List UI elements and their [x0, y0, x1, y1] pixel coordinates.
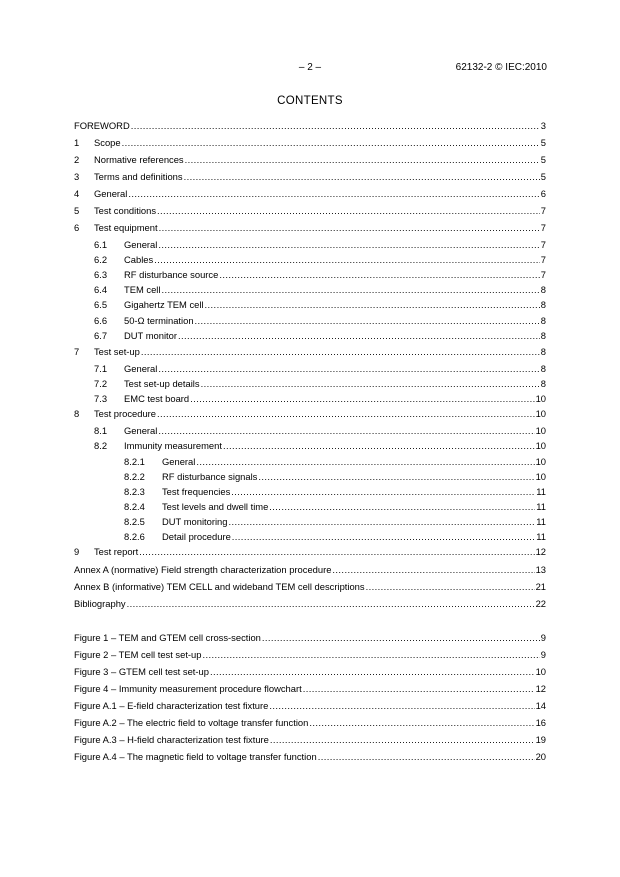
toc-entry-number: 6 [74, 222, 80, 233]
toc-entry-page: 11 [536, 516, 546, 527]
toc-entry-page: 10 [535, 425, 546, 436]
toc-entry-title: Figure A.2 – The electric field to voltage transfer function [74, 717, 309, 728]
toc-entry-page: 8 [540, 378, 546, 389]
toc-entry-number: 7.3 [94, 393, 108, 404]
figure-list-entry[interactable] [74, 649, 546, 661]
toc-entry-title: RF disturbance signals [162, 471, 258, 482]
toc-entry-title: FOREWORD [74, 120, 130, 131]
toc-entry[interactable] [124, 471, 546, 483]
toc-leader-dots [158, 363, 539, 375]
toc-entry-title: Cables [124, 254, 154, 265]
toc-entry[interactable] [74, 408, 546, 420]
toc-entry-number: 6.2 [94, 254, 108, 265]
toc-entry[interactable] [124, 531, 546, 543]
toc-entry-page: 22 [535, 598, 546, 609]
toc-leader-dots [303, 683, 535, 695]
toc-entry[interactable] [94, 299, 546, 311]
toc-entry-number: 8.2.6 [124, 531, 145, 542]
toc-entry-number: 6.7 [94, 330, 108, 341]
toc-leader-dots [128, 188, 539, 200]
figure-list-entry[interactable] [74, 632, 546, 644]
toc-leader-dots [201, 378, 540, 390]
toc-entry[interactable] [74, 598, 546, 610]
toc-leader-dots [262, 632, 540, 644]
toc-entry-number: 8.2 [94, 440, 108, 451]
toc-entry[interactable] [94, 284, 546, 296]
toc-leader-dots [269, 501, 535, 513]
toc-entry[interactable] [94, 254, 546, 266]
toc-leader-dots [161, 284, 539, 296]
toc-entry-number: 6.6 [94, 315, 108, 326]
toc-entry[interactable] [74, 137, 546, 149]
toc-entry-page: 7 [540, 239, 546, 250]
toc-entry-title: DUT monitoring [162, 516, 228, 527]
toc-leader-dots [231, 486, 535, 498]
toc-entry-number: 6.1 [94, 239, 108, 250]
toc-entry-number: 8.2.5 [124, 516, 145, 527]
toc-entry-title: Test frequencies [162, 486, 231, 497]
toc-entry-title: Figure A.1 – E-field characterization test fixture [74, 700, 269, 711]
toc-entry-title: Figure A.3 – H-field characterization test fixture [74, 734, 269, 745]
toc-entry-page: 16 [535, 717, 546, 728]
toc-entry-page: 5 [540, 154, 546, 165]
toc-entry-page: 8 [540, 299, 546, 310]
toc-entry-number: 8 [74, 408, 80, 419]
toc-leader-dots [159, 222, 540, 234]
toc-entry-number: 6.3 [94, 269, 108, 280]
toc-entry-page: 10 [535, 440, 546, 451]
toc-entry-title: RF disturbance source [124, 269, 219, 280]
toc-entry-title: Test set-up details [124, 378, 200, 389]
figure-list-entry[interactable] [74, 683, 546, 695]
toc-entry-page: 3 [540, 120, 546, 131]
toc-entry[interactable] [74, 546, 546, 558]
toc-entry-page: 8 [540, 346, 546, 357]
toc-entry-number: 8.2.2 [124, 471, 145, 482]
toc-entry[interactable] [74, 346, 546, 358]
toc-leader-dots [210, 666, 535, 678]
toc-leader-dots [139, 546, 534, 558]
toc-entry-title: General [124, 363, 158, 374]
toc-entry-number: 4 [74, 188, 80, 199]
toc-entry[interactable] [94, 378, 546, 390]
contents-title: CONTENTS [277, 95, 343, 107]
toc-entry-title: Test conditions [94, 205, 157, 216]
toc-entry-page: 8 [540, 363, 546, 374]
toc-entry-title: Test set-up [94, 346, 140, 357]
toc-entry-number: 6.4 [94, 284, 108, 295]
toc-entry-title: Test equipment [94, 222, 158, 233]
toc-entry-title: Annex A (normative) Field strength characterization procedure [74, 564, 332, 575]
figure-list-entry[interactable] [74, 734, 546, 746]
toc-entry-title: Annex B (informative) TEM CELL and wideband TEM cell descriptions [74, 581, 365, 592]
figure-list-entry[interactable] [74, 751, 546, 763]
toc-entry-page: 8 [540, 330, 546, 341]
toc-entry-number: 7.1 [94, 363, 108, 374]
figure-list-entry[interactable] [74, 666, 546, 678]
toc-leader-dots [131, 120, 540, 132]
toc-entry[interactable] [74, 171, 546, 183]
toc-entry-page: 12 [535, 683, 546, 694]
toc-entry[interactable] [74, 154, 546, 166]
toc-entry[interactable] [74, 222, 546, 234]
toc-entry-title: General [124, 239, 158, 250]
toc-entry-page: 9 [540, 632, 546, 643]
toc-leader-dots [141, 346, 540, 358]
toc-entry-title: Immunity measurement [124, 440, 222, 451]
toc-entry-page: 10 [535, 393, 546, 404]
toc-entry-number: 8.2.4 [124, 501, 145, 512]
toc-entry-title: DUT monitor [124, 330, 177, 341]
toc-entry-title: Gigahertz TEM cell [124, 299, 204, 310]
toc-leader-dots [223, 440, 535, 452]
toc-entry-title: General [94, 188, 128, 199]
toc-entry[interactable] [124, 456, 546, 468]
toc-entry-page: 7 [540, 269, 546, 280]
toc-entry-number: 7.2 [94, 378, 108, 389]
toc-entry-title: Scope [94, 137, 121, 148]
toc-entry-page: 12 [535, 546, 546, 557]
figure-list-entry[interactable] [74, 717, 546, 729]
toc-leader-dots [195, 315, 540, 327]
toc-entry-number: 7 [74, 346, 80, 357]
toc-entry[interactable] [124, 501, 546, 513]
toc-leader-dots [158, 239, 539, 251]
toc-entry-title: Figure A.4 – The magnetic field to voltage transfer function [74, 751, 317, 762]
figure-list-entry[interactable] [74, 700, 546, 712]
toc-entry[interactable] [94, 393, 546, 405]
toc-entry-page: 9 [540, 649, 546, 660]
toc-leader-dots [202, 649, 539, 661]
toc-leader-dots [185, 154, 540, 166]
toc-entry-page: 7 [540, 222, 546, 233]
toc-entry-title: Test report [94, 546, 139, 557]
toc-entry-page: 11 [536, 501, 546, 512]
toc-entry[interactable] [94, 269, 546, 281]
toc-leader-dots [157, 408, 535, 420]
toc-entry-page: 21 [535, 581, 546, 592]
toc-leader-dots [184, 171, 540, 183]
toc-leader-dots [270, 734, 535, 746]
toc-entry-title: 50-Ω termination [124, 315, 194, 326]
toc-leader-dots [219, 269, 539, 281]
toc-entry-title: Terms and definitions [94, 171, 183, 182]
toc-entry-title: Detail procedure [162, 531, 231, 542]
standard-reference: 62132-2 © IEC:2010 [455, 62, 547, 73]
toc-entry-page: 7 [540, 205, 546, 216]
toc-entry[interactable] [124, 486, 546, 498]
toc-entry-title: TEM cell [124, 284, 161, 295]
toc-entry[interactable] [94, 239, 546, 251]
toc-leader-dots [157, 205, 540, 217]
toc-entry-title: Test procedure [94, 408, 157, 419]
toc-leader-dots [232, 531, 535, 543]
toc-entry-page: 7 [540, 254, 546, 265]
toc-entry[interactable] [74, 188, 546, 200]
toc-entry-title: Bibliography [74, 598, 126, 609]
toc-entry-page: 10 [535, 666, 546, 677]
toc-entry-page: 11 [536, 531, 546, 542]
toc-entry-number: 2 [74, 154, 80, 165]
toc-entry-number: 3 [74, 171, 80, 182]
toc-entry[interactable] [94, 330, 546, 342]
toc-entry-page: 6 [540, 188, 546, 199]
toc-leader-dots [309, 717, 534, 729]
toc-entry-title: Figure 4 – Immunity measurement procedure flowchart [74, 683, 302, 694]
toc-entry-page: 20 [535, 751, 546, 762]
toc-entry-title: EMC test board [124, 393, 190, 404]
toc-entry-number: 6.5 [94, 299, 108, 310]
toc-entry-page: 13 [535, 564, 546, 575]
toc-leader-dots [127, 598, 535, 610]
toc-entry-page: 5 [540, 171, 546, 182]
toc-entry[interactable] [94, 363, 546, 375]
toc-entry-number: 8.2.1 [124, 456, 145, 467]
toc-entry-title: General [162, 456, 196, 467]
toc-entry-number: 8.1 [94, 425, 108, 436]
toc-entry-number: 5 [74, 205, 80, 216]
toc-leader-dots [178, 330, 540, 342]
toc-entry-page: 11 [536, 486, 546, 497]
toc-entry-title: Figure 2 – TEM cell test set-up [74, 649, 202, 660]
toc-entry-title: Figure 1 – TEM and GTEM cell cross-section [74, 632, 261, 643]
toc-leader-dots [228, 516, 535, 528]
toc-entry[interactable] [94, 425, 546, 437]
toc-entry[interactable] [74, 120, 546, 132]
toc-entry[interactable] [124, 516, 546, 528]
toc-entry[interactable] [74, 581, 546, 593]
toc-entry[interactable] [94, 440, 546, 452]
toc-leader-dots [154, 254, 540, 266]
toc-entry-title: Test levels and dwell time [162, 501, 269, 512]
toc-leader-dots [258, 471, 534, 483]
toc-leader-dots [196, 456, 534, 468]
toc-entry[interactable] [74, 205, 546, 217]
toc-entry-page: 8 [540, 284, 546, 295]
page-number: – 2 – [298, 62, 322, 73]
toc-leader-dots [318, 751, 535, 763]
toc-entry[interactable] [74, 564, 546, 576]
toc-leader-dots [205, 299, 540, 311]
toc-entry-page: 10 [535, 408, 546, 419]
toc-entry-page: 10 [535, 471, 546, 482]
toc-leader-dots [158, 425, 534, 437]
toc-entry-page: 14 [535, 700, 546, 711]
toc-entry-page: 19 [535, 734, 546, 745]
toc-entry[interactable] [94, 315, 546, 327]
toc-leader-dots [366, 581, 535, 593]
toc-entry-title: Figure 3 – GTEM cell test set-up [74, 666, 209, 677]
toc-entry-page: 8 [540, 315, 546, 326]
toc-entry-title: Normative references [94, 154, 184, 165]
toc-leader-dots [122, 137, 540, 149]
toc-leader-dots [269, 700, 534, 712]
toc-entry-number: 1 [74, 137, 80, 148]
toc-entry-title: General [124, 425, 158, 436]
toc-entry-page: 10 [535, 456, 546, 467]
toc-leader-dots [190, 393, 534, 405]
toc-entry-number: 9 [74, 546, 80, 557]
toc-entry-page: 5 [540, 137, 546, 148]
toc-leader-dots [332, 564, 534, 576]
toc-entry-number: 8.2.3 [124, 486, 145, 497]
